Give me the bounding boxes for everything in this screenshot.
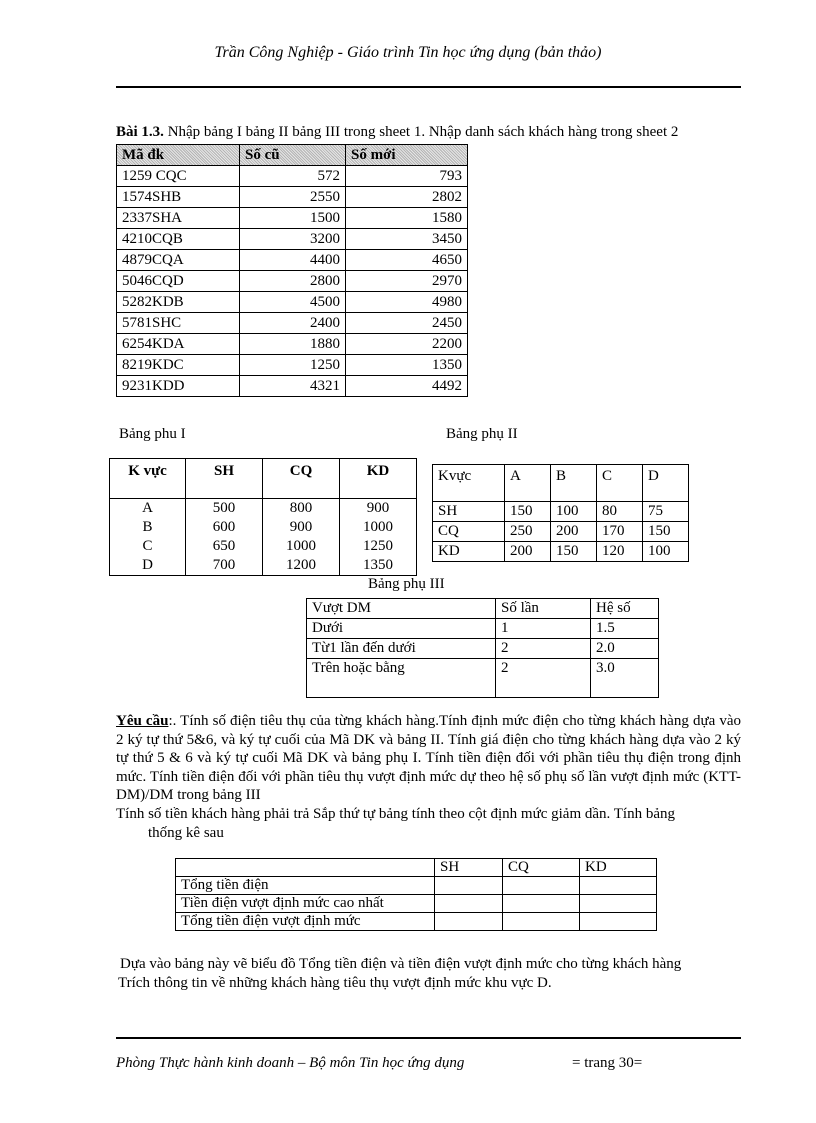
requirement-line2 <box>116 805 741 842</box>
table-header-row <box>176 859 657 877</box>
page-header: Trần Công Nghiệp - Giáo trình Tin học ứng dụng (bản thảo) <box>214 44 602 61</box>
cell: KD <box>433 542 505 562</box>
cell: 1000 <box>263 537 340 556</box>
cell: 5282KDB <box>117 292 240 313</box>
table-row <box>110 518 417 537</box>
bang-phu-3-caption: Bảng phụ III <box>368 576 445 592</box>
cell: 1.5 <box>591 619 659 639</box>
cell: 1574SHB <box>117 187 240 208</box>
footer-left: Phòng Thực hành kinh doanh – Bộ môn Tin học ứng dụng <box>116 1055 465 1071</box>
cell: 120 <box>597 542 643 562</box>
table-row <box>117 208 468 229</box>
cell: 2 <box>496 639 591 659</box>
cell: A <box>110 499 186 519</box>
table-row <box>117 187 468 208</box>
requirement-line2a: Tính số tiền khách hàng phải trả Sắp thứ tự bảng tính theo cột định mức giảm dần. Tính bảng <box>116 806 676 822</box>
table-header-row <box>433 465 689 502</box>
table-row <box>117 334 468 355</box>
cell: 572 <box>240 166 346 187</box>
cell: SH <box>433 502 505 522</box>
cell: 600 <box>186 518 263 537</box>
cell: 3200 <box>240 229 346 250</box>
page-number: = trang 30= <box>572 1055 643 1071</box>
cell: 1880 <box>240 334 346 355</box>
header-cell: A <box>505 465 551 502</box>
cell: 2200 <box>346 334 468 355</box>
header-cell: KD <box>340 459 417 499</box>
cell: 1200 <box>263 556 340 576</box>
header-cell: Số mới <box>346 145 468 166</box>
cell: 2802 <box>346 187 468 208</box>
table-row <box>433 502 689 522</box>
cell: 2400 <box>240 313 346 334</box>
cell <box>435 877 503 895</box>
cell: 650 <box>186 537 263 556</box>
table-row <box>176 877 657 895</box>
final-line1: Dựa vào bảng này vẽ biểu đồ Tổng tiền điện và tiền điện vượt định mức cho từng khách hàng <box>120 956 682 972</box>
cell: 6254KDA <box>117 334 240 355</box>
customer-table <box>116 144 468 397</box>
exercise-title <box>116 124 678 141</box>
cell: 2337SHA <box>117 208 240 229</box>
cell: 800 <box>263 499 340 519</box>
cell: 700 <box>186 556 263 576</box>
table-row <box>117 313 468 334</box>
cell: Từ1 lần đến dưới <box>307 639 496 659</box>
cell: 9231KDD <box>117 376 240 397</box>
header-cell: Mã đk <box>117 145 240 166</box>
cell: 793 <box>346 166 468 187</box>
table-row <box>117 271 468 292</box>
header-cell: B <box>551 465 597 502</box>
header-cell: Hệ số <box>591 599 659 619</box>
cell: 150 <box>505 502 551 522</box>
table-row <box>307 639 659 659</box>
cell: 500 <box>186 499 263 519</box>
cell: 170 <box>597 522 643 542</box>
cell: 900 <box>263 518 340 537</box>
cell: C <box>110 537 186 556</box>
final-line2: Trích thông tin về những khách hàng tiêu thụ vượt định mức khu vực D. <box>118 975 552 991</box>
header-cell: K vực <box>110 459 186 499</box>
cell: 4492 <box>346 376 468 397</box>
header-cell: SH <box>186 459 263 499</box>
cell: 200 <box>551 522 597 542</box>
table-row <box>176 913 657 931</box>
stats-table <box>175 858 657 931</box>
header-cell: CQ <box>263 459 340 499</box>
cell <box>503 913 580 931</box>
header-cell: Số cũ <box>240 145 346 166</box>
cell: 1580 <box>346 208 468 229</box>
bang-phu-2-caption: Bảng phụ II <box>446 426 518 442</box>
cell: Tiền điện vượt định mức cao nhất <box>176 895 435 913</box>
cell: 1 <box>496 619 591 639</box>
table-row <box>117 166 468 187</box>
table-header-row <box>117 145 468 166</box>
cell: 150 <box>643 522 689 542</box>
table-row <box>433 542 689 562</box>
cell: Dưới <box>307 619 496 639</box>
header-cell: SH <box>435 859 503 877</box>
table-row <box>117 355 468 376</box>
table-row <box>117 292 468 313</box>
table-row <box>307 659 659 698</box>
cell: 8219KDC <box>117 355 240 376</box>
table-row <box>433 522 689 542</box>
cell: 4980 <box>346 292 468 313</box>
cell: 3450 <box>346 229 468 250</box>
cell: 1350 <box>346 355 468 376</box>
cell: 80 <box>597 502 643 522</box>
final-paragraph <box>116 955 756 993</box>
cell: 5781SHC <box>117 313 240 334</box>
cell: 200 <box>505 542 551 562</box>
cell: 1500 <box>240 208 346 229</box>
table-row <box>110 537 417 556</box>
header-cell <box>176 859 435 877</box>
cell: 5046CQD <box>117 271 240 292</box>
cell: 1259 CQC <box>117 166 240 187</box>
cell <box>580 913 657 931</box>
cell: 2970 <box>346 271 468 292</box>
requirement-text: :. Tính số điện tiêu thụ của từng khách hàng.Tính định mức điện cho từng khách hàng dựa vào 2 ký tự thứ 5&6, và ký tự cuối của Mã DK và bảng II. Tính giá điện cho từng khách hàng dựa vào 2 ký tự thứ 5 & 6 và ký tự cuối Mã DK và bảng phụ I. Tính tiền điện đối với phần tiêu thụ điện trong định mức. Tính tiền điện đối với phần tiêu thụ vượt định mức dự theo hệ số phụ số lần vượt định mức (KTT-DM)/DM trong bảng III <box>116 713 741 804</box>
table-row <box>117 229 468 250</box>
cell: 250 <box>505 522 551 542</box>
cell <box>580 895 657 913</box>
requirement-label: Yêu cầu <box>116 713 169 729</box>
requirement-line2b: thống kê sau <box>148 824 224 841</box>
cell: 4400 <box>240 250 346 271</box>
cell: Tổng tiền điện <box>176 877 435 895</box>
cell: 4321 <box>240 376 346 397</box>
cell: 4210CQB <box>117 229 240 250</box>
cell: 100 <box>551 502 597 522</box>
table-row <box>110 499 417 519</box>
table-row <box>117 376 468 397</box>
cell: Trên hoặc bằng <box>307 659 496 698</box>
exercise-text: Nhập bảng I bảng II bảng III trong sheet 1. Nhập danh sách khách hàng trong sheet 2 <box>163 124 679 140</box>
cell <box>435 895 503 913</box>
table-row <box>307 619 659 639</box>
table-row <box>117 250 468 271</box>
cell: 1000 <box>340 518 417 537</box>
cell <box>503 877 580 895</box>
cell: 2.0 <box>591 639 659 659</box>
header-cell: CQ <box>503 859 580 877</box>
cell: 2 <box>496 659 591 698</box>
cell: D <box>110 556 186 576</box>
header-cell: D <box>643 465 689 502</box>
cell <box>580 877 657 895</box>
requirement-paragraph <box>116 712 741 805</box>
table-header-row <box>307 599 659 619</box>
exercise-label: Bài 1.3. <box>116 124 164 140</box>
header-cell: Vượt DM <box>307 599 496 619</box>
header-cell: Kvực <box>433 465 505 502</box>
cell: 4500 <box>240 292 346 313</box>
bang-phu-2-table <box>432 464 689 562</box>
bang-phu-3-table <box>306 598 659 698</box>
cell: Tổng tiền điện vượt định mức <box>176 913 435 931</box>
cell: 900 <box>340 499 417 519</box>
cell: 100 <box>643 542 689 562</box>
cell: 4650 <box>346 250 468 271</box>
cell: 2450 <box>346 313 468 334</box>
cell: 150 <box>551 542 597 562</box>
cell: 4879CQA <box>117 250 240 271</box>
header-cell: Số lần <box>496 599 591 619</box>
header-cell: KD <box>580 859 657 877</box>
bang-phu-1-table <box>109 458 417 576</box>
cell: 3.0 <box>591 659 659 698</box>
footer-rule <box>116 1037 741 1039</box>
cell: CQ <box>433 522 505 542</box>
cell: 1250 <box>240 355 346 376</box>
cell <box>435 913 503 931</box>
cell: B <box>110 518 186 537</box>
cell: 75 <box>643 502 689 522</box>
header-rule <box>116 86 741 88</box>
cell: 2800 <box>240 271 346 292</box>
table-row <box>110 556 417 576</box>
table-row <box>176 895 657 913</box>
bang-phu-1-caption: Bảng phu I <box>119 426 186 442</box>
header-cell: C <box>597 465 643 502</box>
cell <box>503 895 580 913</box>
cell: 1350 <box>340 556 417 576</box>
table-header-row <box>110 459 417 499</box>
cell: 2550 <box>240 187 346 208</box>
cell: 1250 <box>340 537 417 556</box>
